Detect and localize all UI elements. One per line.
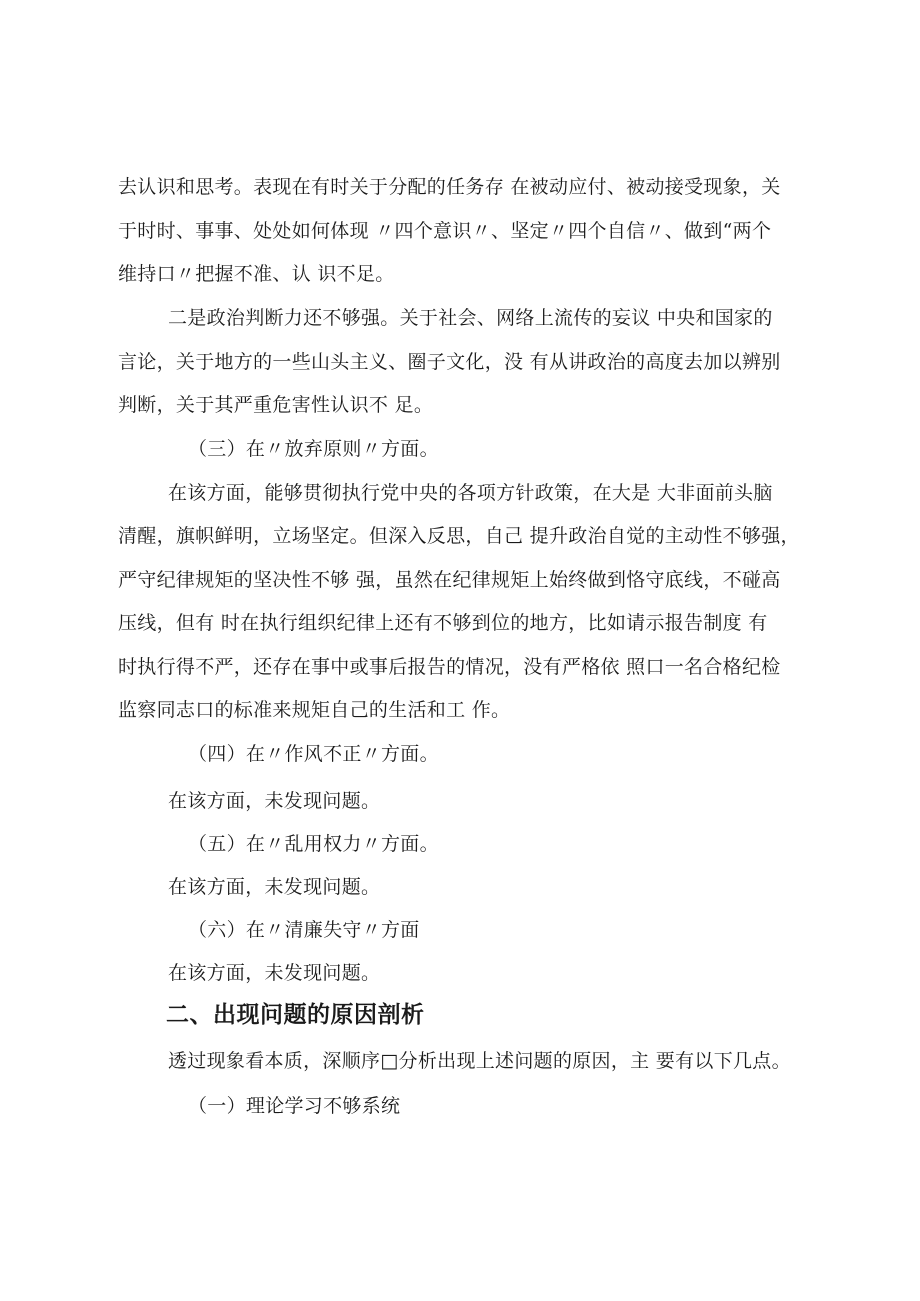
paragraph-line: 在该方面，未发现问题。 [168,876,381,898]
subheading: （一）理论学习不够系统 [188,1095,401,1117]
paragraph-line: 二是政治判断力还不够强。关于社会、网络上流传的妄议 中央和国家的 [168,307,773,329]
paragraph-line: 判断，关于其严重危害性认识不 足。 [118,394,434,416]
paragraph-line: 去认识和思考。表现在有时关于分配的任务存 在被动应付、被动接受现象，关 [118,176,781,198]
paragraph-line: 维持口〃把握不准、认 识不足。 [118,263,395,285]
subheading: （六）在〃清廉失守〃方面 [188,919,420,941]
paragraph-line: 在该方面，能够贯彻执行党中央的各项方针政策，在大是 大非面前头脑 [168,482,773,504]
subheading: （五）在〃乱用权力〃方面。 [188,833,439,855]
subheading: （三）在〃放弃原则〃方面。 [188,438,439,460]
subheading: （四）在〃作风不正〃方面。 [188,743,439,765]
paragraph-line: 清醒，旗帜鲜明，立场坚定。但深入反思，自己 提升政治自觉的主动性不够强， [118,525,800,547]
paragraph-line: 压线，但有 时在执行组织纪律上还有不够到位的地方，比如请示报告制度 有 [118,612,768,634]
paragraph-line: 在该方面，未发现问题。 [168,962,381,984]
paragraph-line: 透过现象看本质，深顺序□分析出现上述问题的原因，主 要有以下几点。 [168,1050,791,1072]
paragraph-line: 监察同志口的标准来规矩自己的生活和工 作。 [118,699,511,721]
section-heading: 二、出现问题的原因剖析 [166,1002,425,1028]
paragraph-line: 于时时、事事、处处如何体现 〃四个意识〃、坚定〃四个自信〃、做到“两个 [118,220,772,242]
paragraph-line: 言论，关于地方的一些山头主义、圈子文化，没 有从讲政治的高度去加以辨别 [118,351,781,373]
paragraph-line: 严守纪律规矩的坚决性不够 强，虽然在纪律规矩上始终做到恪守底线，不碰高 [118,569,781,591]
paragraph-line: 时执行得不严，还存在事中或事后报告的情况，没有严格依 照口一名合格纪检 [118,656,781,678]
paragraph-line: 在该方面，未发现问题。 [168,790,381,812]
